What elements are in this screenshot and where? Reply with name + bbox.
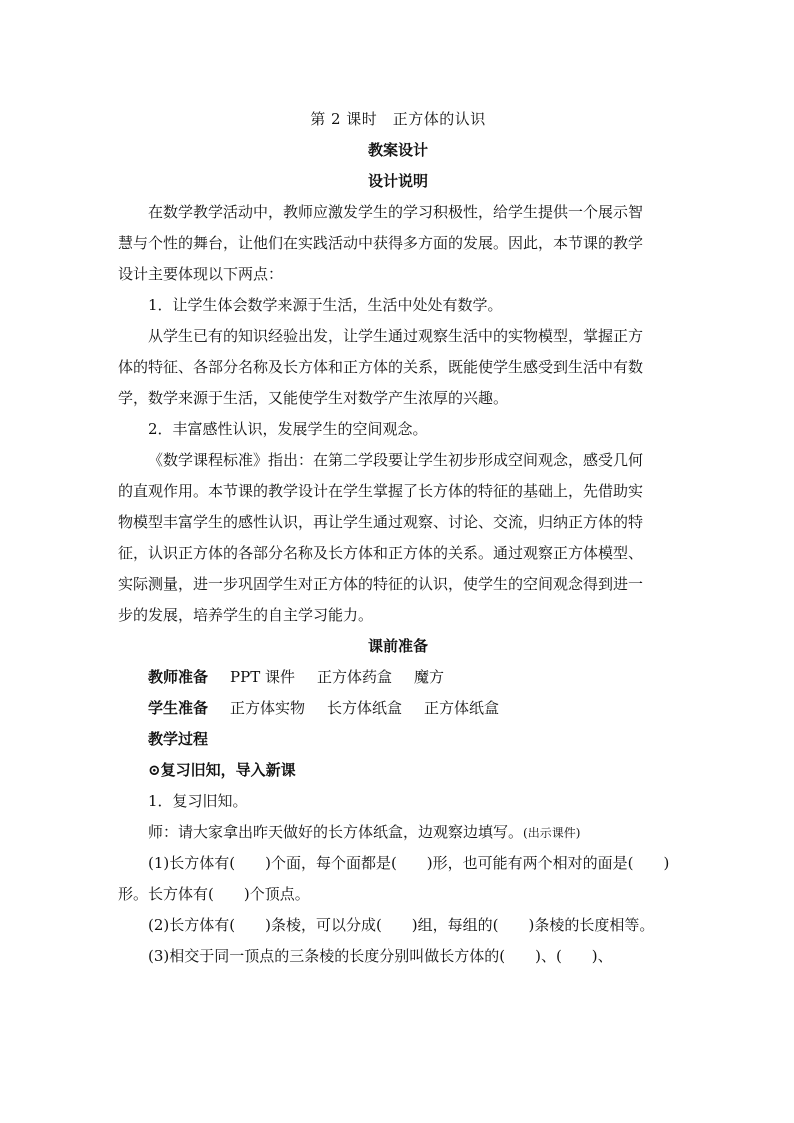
intro-line: 慧与个性的舞台，让他们在实践活动中获得多方面的发展。因此，本节课的教学 (118, 234, 644, 252)
point-2-line: 实际测量，进一步巩固学生对正方体的特征的认识，使学生的空间观念得到进一 (118, 575, 644, 593)
point-1-title: 1．让学生体会数学来源于生活，生活中处处有数学。 (148, 296, 503, 314)
intro-line: 在数学教学活动中，教师应激发学生的学习积极性，给学生提供一个展示智 (148, 203, 644, 221)
point-2-line: 的直观作用。本节课的教学设计在学生掌握了长方体的特征的基础上，先借助实 (118, 482, 644, 500)
question-line: (2)长方体有( )条棱，可以分成( )组，每组的( )条棱的长度相等。 (148, 916, 655, 934)
teacher-prep-item: PPT 课件 (230, 668, 295, 686)
point-2-line: 步的发展，培养学生的自主学习能力。 (118, 606, 374, 624)
section-heading-notes: 设计说明 (367, 172, 428, 190)
section-heading-design: 教案设计 (367, 141, 428, 159)
student-prep-item: 正方体实物 (230, 699, 306, 717)
point-1-line: 学，数学来源于生活，又能使学生对数学产生浓厚的兴趣。 (118, 389, 509, 407)
teacher-prep-item: 正方体药盒 (316, 668, 392, 686)
review-step: 1．复习旧知。 (148, 792, 248, 810)
teacher-instruction-text: 师：请大家拿出昨天做好的长方体纸盒，边观察边填写。 (148, 823, 524, 841)
student-prep-row (118, 693, 678, 724)
teacher-prep-item: 魔方 (414, 668, 445, 686)
document-page (118, 104, 678, 972)
courseware-note: (出示课件) (523, 826, 581, 840)
point-1-line: 体的特征、各部分名称及长方体和正方体的关系，既能使学生感受到生活中有数 (118, 358, 644, 376)
section-heading-prep: 课前准备 (367, 637, 428, 655)
teacher-instruction (118, 817, 678, 848)
point-1-line: 从学生已有的知识经验出发，让学生通过观察生活中的实物模型，掌握正方 (148, 327, 644, 345)
question-line: (3)相交于同一顶点的三条棱的长度分别叫做长方体的( )、( )、 (148, 947, 613, 965)
student-prep-item: 长方体纸盒 (327, 699, 403, 717)
question-line: (1)长方体有( )个面，每个面都是( )形，也可能有两个相对的面是( ) (148, 854, 670, 872)
process-heading: 教学过程 (148, 730, 209, 748)
teacher-prep-row (118, 662, 678, 693)
point-2-line: 征，认识正方体的各部分名称及长方体和正方体的关系。通过观察正方体模型、 (118, 544, 644, 562)
review-heading: ⊙复习旧知，导入新课 (148, 761, 296, 779)
point-2-line: 《数学课程标准》指出：在第二学段要让学生初步形成空间观念，感受几何 (148, 451, 644, 469)
intro-line: 设计主要体现以下两点： (118, 265, 284, 283)
student-prep-label: 学生准备 (148, 699, 209, 717)
question-line: 形。长方体有( )个顶点。 (118, 885, 310, 903)
point-2-title: 2．丰富感性认识，发展学生的空间观念。 (148, 420, 428, 438)
point-2-line: 物模型丰富学生的感性认识，再让学生通过观察、讨论、交流，归纳正方体的特 (118, 513, 644, 531)
student-prep-item: 正方体纸盒 (424, 699, 500, 717)
teacher-prep-label: 教师准备 (148, 668, 209, 686)
lesson-title: 第 2 课时 正方体的认识 (310, 110, 486, 128)
